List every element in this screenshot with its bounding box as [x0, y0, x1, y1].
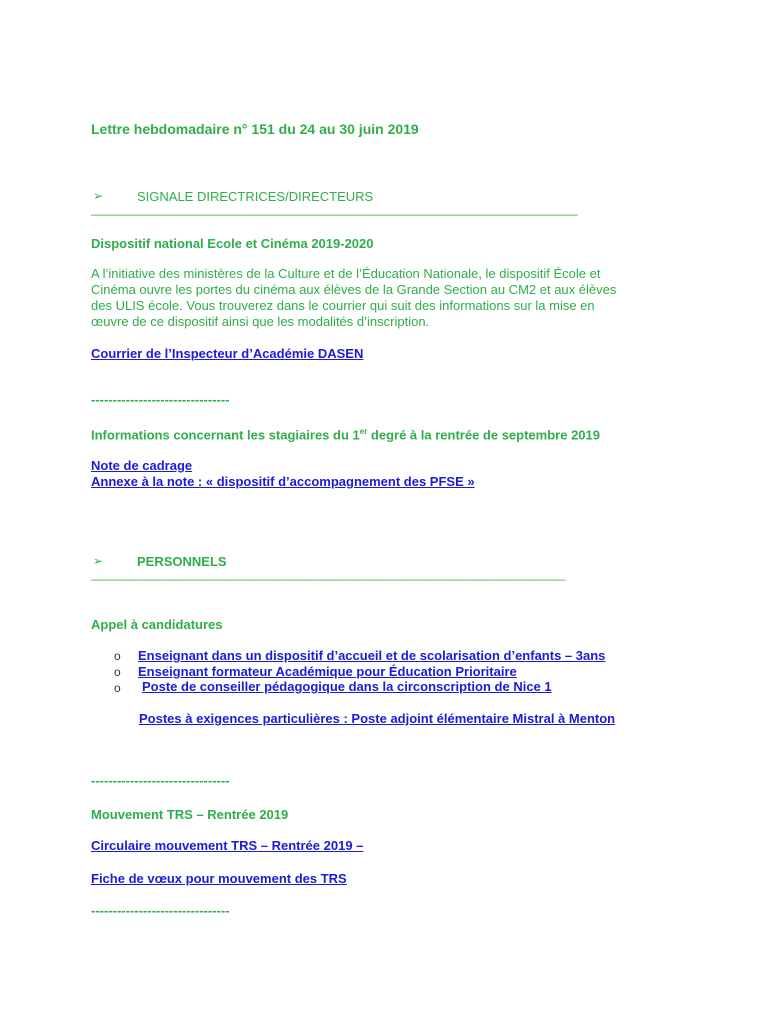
item-heading-ecole-cinema: Dispositif national Ecole et Cinéma 2019-2020 [91, 236, 374, 251]
description-line: œuvre de ce dispositif ainsi que les modalités d’inscription. [91, 314, 430, 329]
courrier-dasen-link[interactable]: Courrier de l’Inspecteur d’Académie DASEN [91, 346, 364, 361]
circulaire-trs-link[interactable]: Circulaire mouvement TRS – Rentrée 2019 – [91, 838, 364, 853]
section-title-directeurs: SIGNALE DIRECTRICES/DIRECTEURS [137, 189, 374, 204]
section-rule: ______________________________________________________________________________ [91, 567, 565, 581]
separator: -------------------------------- [91, 392, 230, 407]
bullet: o [114, 665, 121, 679]
heading-part: degré à la rentrée de septembre 2019 [367, 427, 600, 443]
candidature-link-conseiller[interactable]: Poste de conseiller pédagogique dans la circonscription de Nice 1 [142, 679, 552, 694]
description-line: Cinéma ouvre les portes du cinéma aux élèves de la Grande Section au CM2 et aux élèves [91, 282, 617, 297]
heading-part: Informations concernant les stagiaires du 1 [91, 427, 360, 443]
bullet: o [114, 649, 121, 663]
separator: -------------------------------- [91, 773, 230, 788]
candidature-link-formateur[interactable]: Enseignant formateur Académique pour Éducation Prioritaire [138, 664, 517, 679]
note-cadrage-link[interactable]: Note de cadrage [91, 458, 193, 473]
ecole-cinema-description [91, 266, 671, 330]
item-heading-mouvement: Mouvement TRS – Rentrée 2019 [91, 807, 289, 822]
bullet: o [114, 681, 121, 695]
letter-title: Lettre hebdomadaire n° 151 du 24 au 30 juin 2019 [91, 121, 419, 137]
item-heading-appel: Appel à candidatures [91, 617, 223, 632]
description-line: des ULIS école. Vous trouverez dans le courrier qui suit des informations sur la mise en [91, 298, 595, 313]
section-arrow-icon: ➢ [93, 554, 104, 568]
section-rule: ________________________________________________________________________________ [91, 202, 577, 216]
item-heading-stagiaires [91, 427, 600, 442]
description-line: A l’initiative des ministères de la Culture et de l’Éducation Nationale, le dispositif École et [91, 266, 601, 281]
annexe-note-link[interactable]: Annexe à la note : « dispositif d’accompagnement des PFSE » [91, 474, 475, 489]
heading-sup: er [359, 427, 368, 436]
candidature-link-3ans[interactable]: Enseignant dans un dispositif d’accueil et de scolarisation d’enfants – 3ans [138, 648, 606, 663]
fiche-voeux-link[interactable]: Fiche de vœux pour mouvement des TRS [91, 871, 347, 886]
separator: -------------------------------- [91, 903, 230, 918]
section-title-personnels: PERSONNELS [137, 554, 227, 569]
postes-exigences-link[interactable]: Postes à exigences particulières : Poste adjoint élémentaire Mistral à Menton [139, 711, 616, 726]
section-arrow-icon: ➢ [93, 189, 104, 203]
